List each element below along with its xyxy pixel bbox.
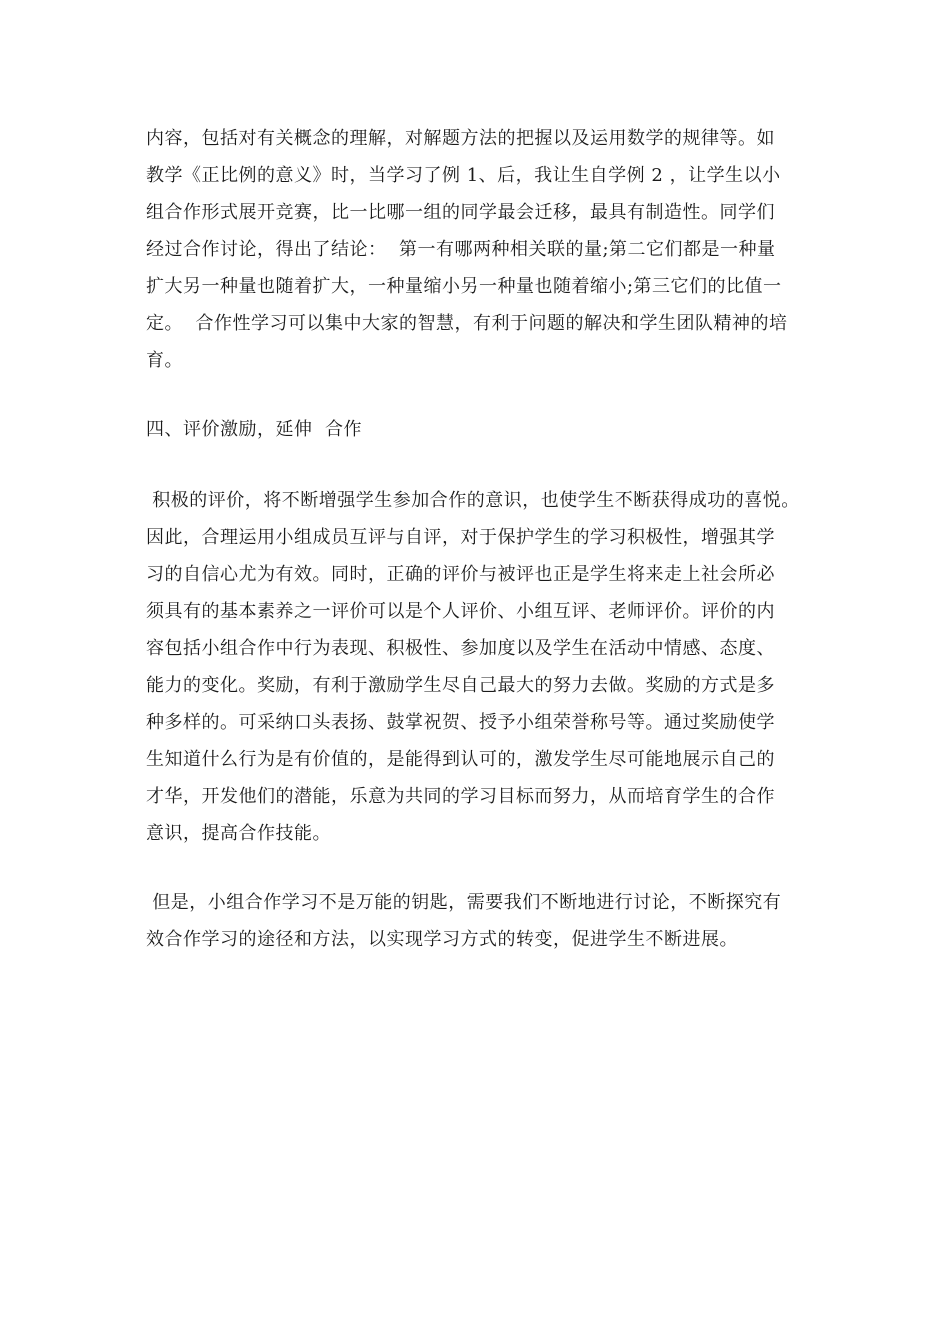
- text-line: 容包括小组合作中行为表现、积极性、参加度以及学生在活动中情感、态度、: [146, 638, 775, 659]
- text-line: 但是，小组合作学习不是万能的钥匙，需要我们不断地进行讨论，不断探究有: [146, 892, 782, 913]
- text-line: 因此，合理运用小组成员互评与自评，对于保护学生的学习积极性，增强其学: [146, 527, 775, 548]
- text-line: 习的自信心尤为有效。同时，正确的评价与被评也正是学生将来走上社会所必: [146, 564, 775, 585]
- text-line: 效合作学习的途径和方法，以实现学习方式的转变，促进学生不断进展。: [146, 929, 738, 950]
- paragraph-conclusion: [146, 884, 836, 958]
- text-line: 内容，包括对有关概念的理解，对解题方法的把握以及运用数学的规律等。如: [146, 128, 775, 149]
- text-line: 种多样的。可采纳口头表扬、鼓掌祝贺、授予小组荣誉称号等。通过奖励使学: [146, 712, 775, 733]
- text-line: 定。 合作性学习可以集中大家的智慧，有利于问题的解决和学生团队精神的培: [146, 313, 788, 334]
- text-line: 组合作形式展开竞赛，比一比哪一组的同学最会迁移，最具有制造性。同学们: [146, 202, 775, 223]
- paragraph-cooperative-learning: [146, 120, 836, 379]
- text-line: 能力的变化。奖励，有利于激励学生尽自己最大的努力去做。奖励的方式是多: [146, 675, 775, 696]
- text-line: 经过合作讨论，得出了结论： 第一有哪两种相关联的量;第二它们都是一种量: [146, 239, 776, 260]
- text-line: 才华，开发他们的潜能，乐意为共同的学习目标而努力，从而培育学生的合作: [146, 786, 775, 807]
- section-heading: [146, 411, 836, 448]
- text-line: 意识，提高合作技能。: [146, 823, 331, 844]
- text-line: 生知道什么行为是有价值的，是能得到认可的，激发学生尽可能地展示自己的: [146, 749, 775, 770]
- section-heading-text: 四、评价激励，延伸 合作: [146, 419, 362, 440]
- text-line: 扩大另一种量也随着扩大，一种量缩小另一种量也随着缩小;第三它们的比值一: [146, 276, 782, 297]
- paragraph-evaluation-incentive: [146, 482, 836, 852]
- text-line: 育。: [146, 350, 183, 371]
- text-line: 教学《正比例的意义》时，当学习了例 1、后，我让生自学例 2 ，让学生以小: [146, 165, 781, 186]
- text-line: 须具有的基本素养之一评价可以是个人评价、小组互评、老师评价。评价的内: [146, 601, 775, 622]
- text-line: 积极的评价，将不断增强学生参加合作的意识，也使学生不断获得成功的喜悦。: [146, 490, 800, 511]
